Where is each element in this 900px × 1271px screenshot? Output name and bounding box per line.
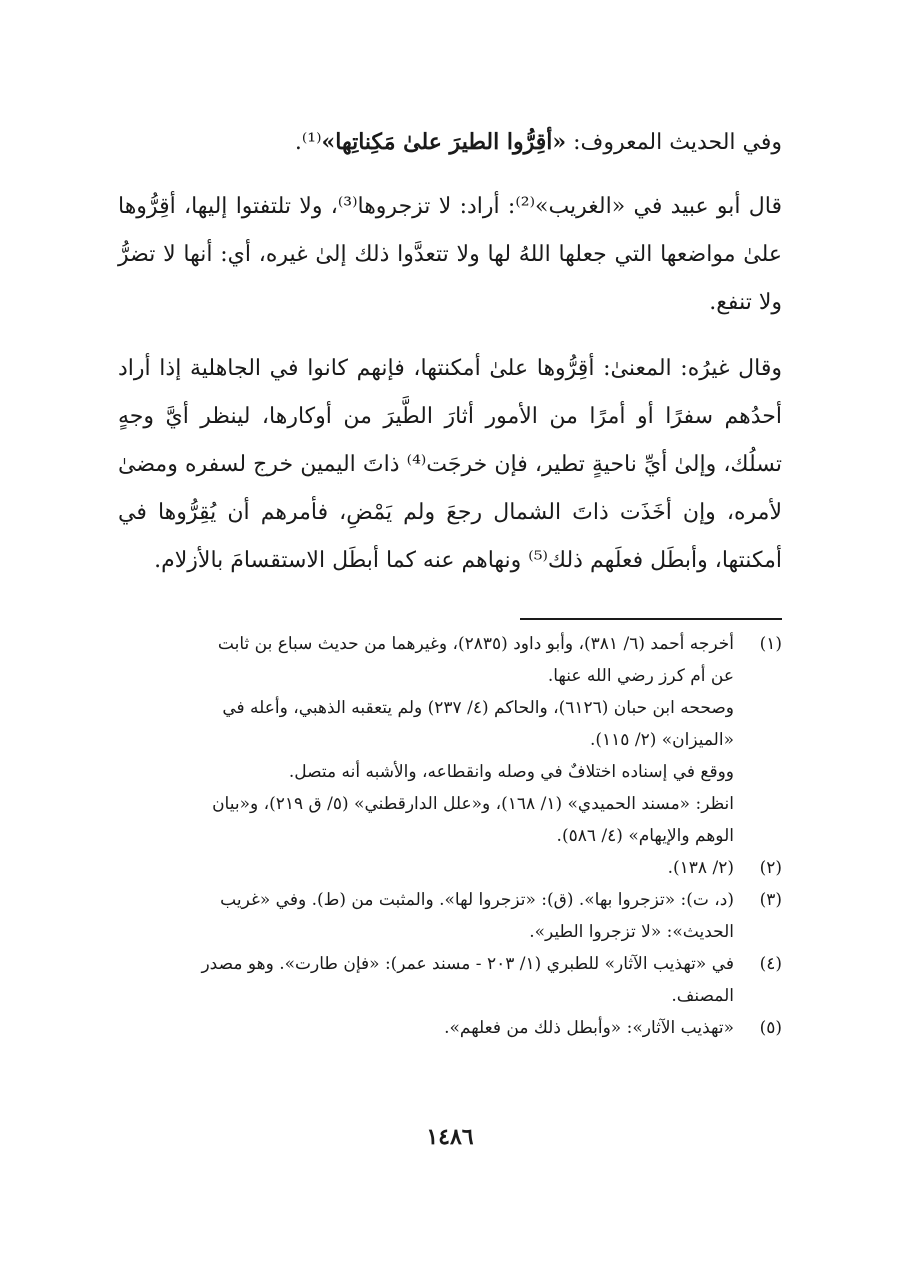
hadith-intro: وفي الحديث المعروف:	[566, 130, 782, 155]
footnote-1	[118, 628, 782, 852]
footnote-line: «تهذيب الآثار»: «وأبطل ذلك من فعلهم».	[444, 1018, 734, 1038]
footnote-2	[118, 852, 782, 884]
footnote-ref-1: ⁽¹⁾.	[294, 130, 322, 155]
footnote-number: (٥)	[759, 1018, 782, 1038]
footnote-line: (د، ت): «تزجروا بها». (ق): «تزجروا لها». والمثبت من (ط). وفي «غريب	[220, 890, 734, 910]
footnote-number: (٢)	[759, 858, 782, 878]
footnote-separator	[520, 618, 782, 620]
main-text	[118, 118, 782, 585]
footnote-line: وصححه ابن حبان (٦١٢٦)، والحاكم (٤/ ٢٣٧) ولم يتعقبه الذهبي، وأعله في	[222, 698, 734, 718]
footnote-line: الحديث»: «لا تزجروا الطير».	[529, 922, 734, 942]
paragraph-hadith	[118, 118, 782, 167]
paragraph-other-meaning: وقال غيرُه: المعنىٰ: أقِرُّوها علىٰ أمكنتها، فإنهم كانوا في الجاهلية إذا أراد أحدُهم سفرًا أو أمرًا من الأمور أثارَ الطَّيرَ من أوكارها، لينظر أيَّ وجهٍ تسلُك، وإلىٰ أيِّ ناحيةٍ تطير، فإن خرجَت⁽⁴⁾ ذاتَ اليمين خرج لسفره ومضىٰ لأمره، وإن أخَذَت ذاتَ الشمال رجعَ ولم يَمْضِ، فأمرهم أن يُقِرُّوها في أمكنتها، وأبطَل فعلَهم ذلك⁽⁵⁾ ونهاهم عنه كما أبطَل الاستقسامَ بالأزلام.	[118, 356, 783, 573]
footnote-line: أخرجه أحمد (٦/ ٣٨١)، وأبو داود (٢٨٣٥)، وغيرهما من حديث سباع بن ثابت	[217, 634, 734, 654]
footnote-line: (٢/ ١٣٨).	[667, 858, 734, 878]
footnote-body	[118, 628, 734, 852]
footnote-body	[118, 884, 734, 948]
footnote-line: انظر: «مسند الحميدي» (١/ ١٦٨)، و«علل الدارقطني» (٥/ ق ٢١٩)، و«بيان	[212, 794, 734, 814]
footnote-number: (٤)	[759, 954, 782, 974]
footnote-line: المصنف.	[671, 986, 734, 1006]
footnote-5	[118, 1012, 782, 1044]
footnotes	[118, 628, 782, 1044]
footnote-line: «الميزان» (٢/ ١١٥).	[589, 730, 734, 750]
footnote-line: في «تهذيب الآثار» للطبري (١/ ٢٠٣ - مسند عمر): «فإن طارت». وهو مصدر	[201, 954, 734, 974]
footnote-number: (١)	[759, 634, 782, 654]
footnote-body	[118, 1012, 734, 1044]
footnote-3	[118, 884, 782, 948]
footnote-line: ووقع في إسناده اختلافٌ في وصله وانقطاعه، والأشبه أنه متصل.	[288, 762, 734, 782]
paragraph-abu-ubaid: قال أبو عبيد في «الغريب»⁽²⁾: أراد: لا تزجروها⁽³⁾، ولا تلتفتوا إليها، أقِرُّوها علىٰ مواضعها التي جعلها اللهُ لها ولا تتعدَّوا ذلك إلىٰ غيره، أي: أنها لا تضرُّ ولا تنفع.	[118, 194, 782, 315]
footnote-body	[118, 948, 734, 1012]
page-number: ١٤٨٦	[426, 1124, 474, 1150]
footnote-body	[118, 852, 734, 884]
footnote-line: عن أم كرز رضي الله عنها.	[547, 666, 734, 686]
footnote-number: (٣)	[759, 890, 782, 910]
hadith-quote: «أقِرُّوا الطيرَ علىٰ مَكِناتِها»	[321, 129, 567, 155]
footnote-line: الوهم والإيهام» (٤/ ٥٨٦).	[556, 826, 734, 846]
footnote-4	[118, 948, 782, 1012]
